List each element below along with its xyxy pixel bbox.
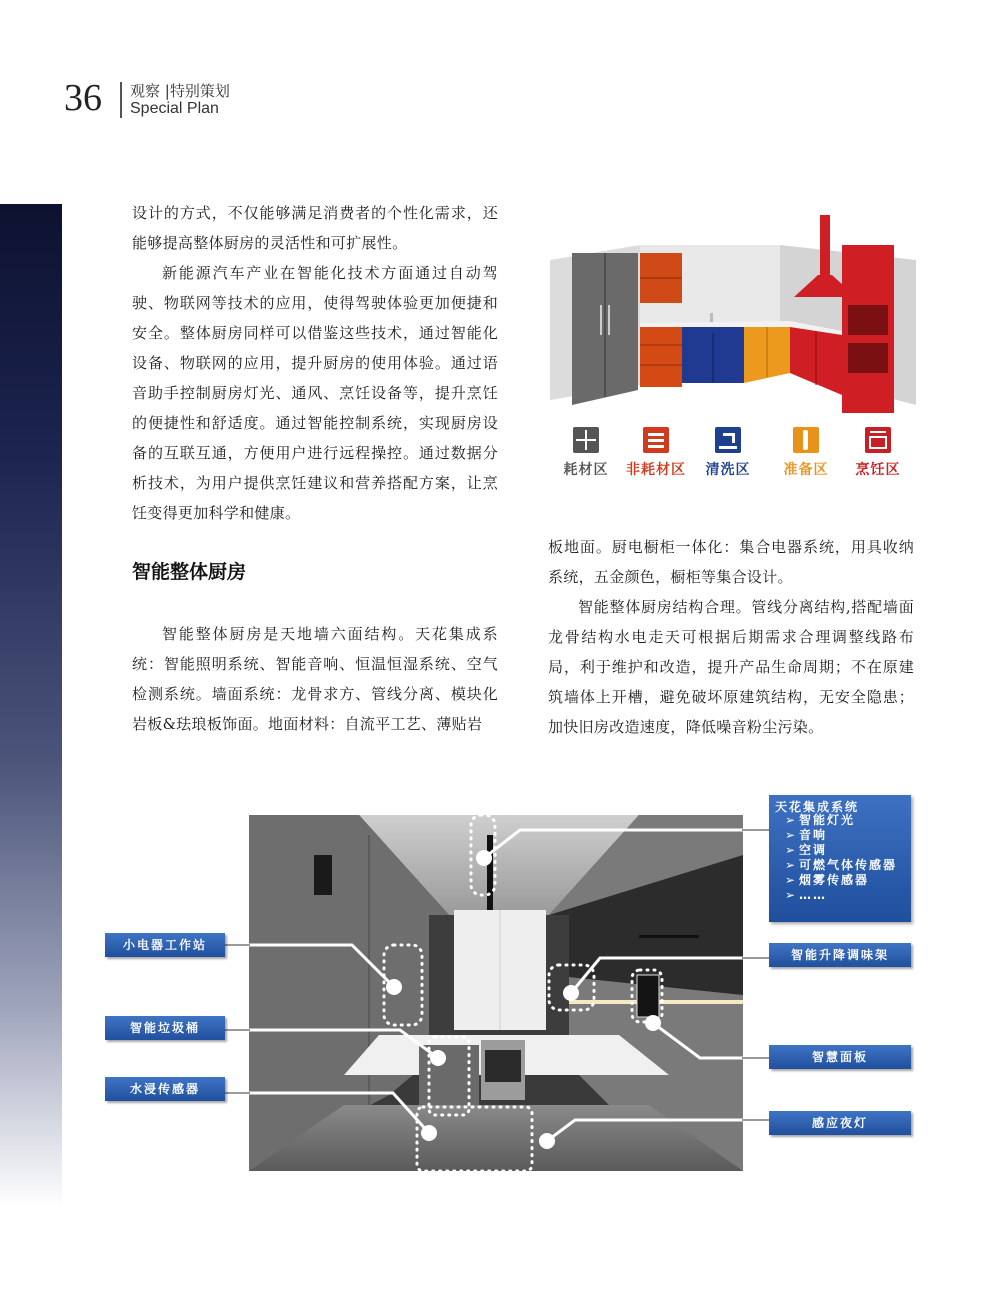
zone-item-cooking: [842, 427, 914, 479]
kitchen-zone-illustration: [550, 205, 916, 420]
fridge-icon: [573, 427, 599, 453]
oven-icon: [865, 427, 891, 453]
section-heading: 智能整体厨房: [132, 561, 247, 583]
zone-item-consumables: [550, 427, 622, 479]
zone-label: 非耗材区: [626, 462, 686, 478]
zone-item-non-consumables: [620, 427, 692, 479]
zone-label: 烹饪区: [855, 462, 901, 478]
ceiling-system-title: 天花集成系统: [775, 800, 860, 814]
left-column-bottom: [132, 619, 498, 739]
paragraph-4: 板地面。厨电橱柜一体化：集合电器系统，用具收纳系统，五金颜色，橱柜等集合设计。: [548, 538, 914, 586]
tag-smart-trash-bin: 智能垃圾桶: [105, 1016, 225, 1040]
right-column: [548, 532, 914, 742]
zone-label: 耗材区: [563, 462, 609, 478]
list-item: ➢ 烟雾传感器: [785, 873, 870, 887]
arrow-right-icon: ➢: [785, 873, 798, 887]
zone-item-prep: [770, 427, 842, 479]
left-column-top: [132, 198, 498, 528]
section-title: 观察 |特别策划: [130, 82, 230, 100]
header-divider: [120, 82, 122, 118]
tag-small-appliance-station: 小电器工作站: [105, 933, 225, 957]
list-item: ➢ ……: [785, 888, 827, 902]
section-subtitle: Special Plan: [130, 100, 219, 117]
arrow-right-icon: ➢: [785, 843, 798, 857]
decorative-side-strip: [0, 204, 62, 1208]
zone-label: 清洗区: [705, 462, 751, 478]
paragraph-2: 新能源汽车产业在智能化技术方面通过自动驾驶、物联网等技术的应用，使得驾驶体验更加便捷和安全。整体厨房同样可以借鉴这些技术，通过智能化设备、物联网的应用，提升厨房的使用体验。通过语音助手控制厨房灯光、通风、烹饪设备等，提升烹饪的便捷性和舒适度。通过智能控制系统，实现厨房设备的互联互通，方便用户进行远程操控。通过数据分析技术，为用户提供烹饪建议和营养搭配方案，让烹饪变得更加科学和健康。: [132, 264, 498, 522]
list-item: ➢ 智能灯光: [785, 813, 856, 827]
paragraph-5: 智能整体厨房结构合理。管线分离结构,搭配墙面龙骨结构水电走天可根据后期需求合理调整线路布局，利于维护和改造，提升产品生命周期；不在原建筑墙体上开槽，避免破坏原建筑结构，无安全隐患；加快旧房改造速度，降低噪音粉尘污染。: [548, 598, 914, 736]
arrow-right-icon: ➢: [785, 828, 798, 842]
kitchen-photo: [249, 815, 743, 1171]
zone-label: 准备区: [783, 462, 829, 478]
paragraph-1: 设计的方式，不仅能够满足消费者的个性化需求，还能够提高整体厨房的灵活性和可扩展性。: [132, 204, 498, 252]
page-number: 36: [64, 77, 102, 119]
tag-smart-spice-rack: 智能升降调味架: [769, 943, 911, 967]
kitchen-illustration: [249, 815, 743, 1171]
ceiling-system-callout: [769, 795, 911, 922]
kitchen-zone-figure: [550, 205, 916, 485]
faucet-icon: [715, 427, 741, 453]
tag-smart-panel: 智慧面板: [769, 1045, 911, 1069]
tag-water-leak-sensor: 水浸传感器: [105, 1077, 225, 1101]
zone-legend: [550, 427, 916, 485]
arrow-right-icon: ➢: [785, 888, 798, 902]
arrow-right-icon: ➢: [785, 858, 798, 872]
paragraph-3: 智能整体厨房是天地墙六面结构。天花集成系统：智能照明系统、智能音响、恒温恒湿系统、空气检测系统。墙面系统：龙骨求方、管线分离、模块化岩板&珐琅板饰面。地面材料：自流平工艺、薄贴岩: [132, 625, 498, 733]
ceiling-system-list: [785, 813, 905, 903]
list-item: ➢ 空调: [785, 843, 828, 857]
dishes-icon: [643, 427, 669, 453]
zone-item-washing: [692, 427, 764, 479]
list-item: ➢ 音响: [785, 828, 828, 842]
list-item: ➢ 可燃气体传感器: [785, 858, 898, 872]
knife-icon: [793, 427, 819, 453]
tag-sensor-night-light: 感应夜灯: [769, 1111, 911, 1135]
arrow-right-icon: ➢: [785, 813, 798, 827]
